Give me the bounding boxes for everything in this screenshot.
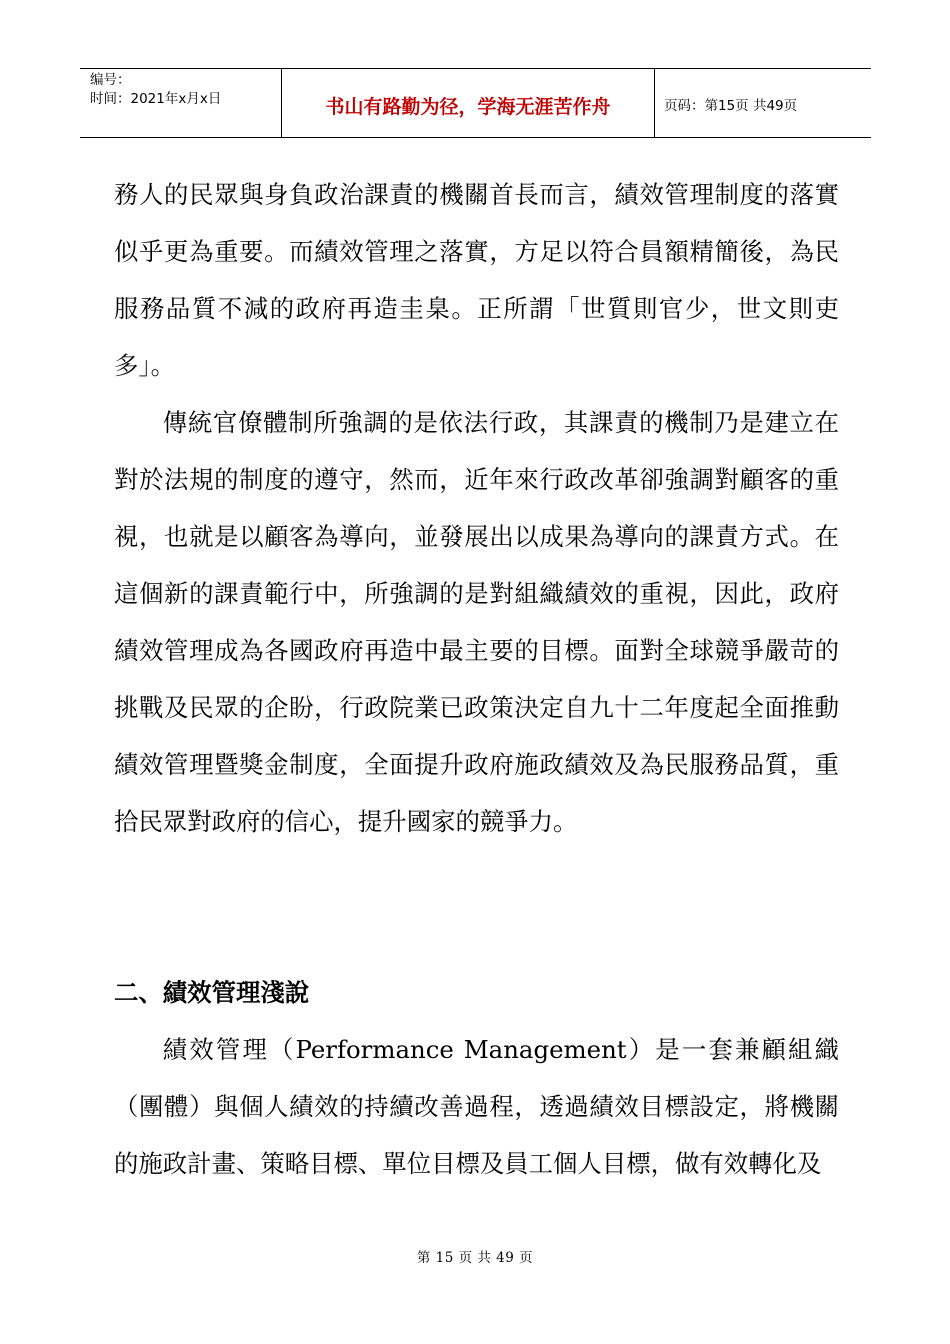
header-page-info: 页码：第15页 共49页 [664,98,798,114]
header-meta-cell [80,69,282,137]
page-footer: 第 15 页 共 49 页 [416,1250,534,1266]
header-motto: 书山有路勤为径，学海无涯苦作舟 [282,69,655,137]
paragraph-performance-management: 績效管理（Performance Management）是一套兼顧組織（團體）與個人績效的持續改善過程，透過績效目標設定，將機關的施政計畫、策略目標、單位目標及員工個人目標，做有效轉化及 [114,1035,839,1178]
section-heading: 二、績效管理淺說 [114,978,310,1007]
serial-number-label: 编号： [90,72,131,88]
paragraph-bureaucracy: 傳統官僚體制所強調的是依法行政，其課責的機制乃是建立在對於法規的制度的遵守，然而，近年來行政改革卻強調對顧客的重視，也就是以顧客為導向，並發展出以成果為導向的課責方式。在這個新的課責範行中，所強調的是對組織績效的重視，因此，政府績效管理成為各國政府再造中最主要的目標。面對全球競爭嚴苛的挑戰及民眾的企盼，行政院業已政策決定自九十二年度起全面推動績效管理暨獎金制度，全面提升政府施政績效及為民服務品質，重拾民眾對政府的信心，提升國家的競爭力。 [114,408,839,836]
page-header [80,68,871,138]
document-body [114,166,839,1192]
section-spacer [114,850,839,964]
date-label: 时间：2021年x月x日 [90,91,222,107]
paragraph-continuation: 務人的民眾與身負政治課責的機關首長而言，績效管理制度的落實似乎更為重要。而績效管理之落實，方足以符合員額精簡後，為民服務品質不減的政府再造圭臬。正所謂「世質則官少，世文則吏多」。 [114,180,839,380]
